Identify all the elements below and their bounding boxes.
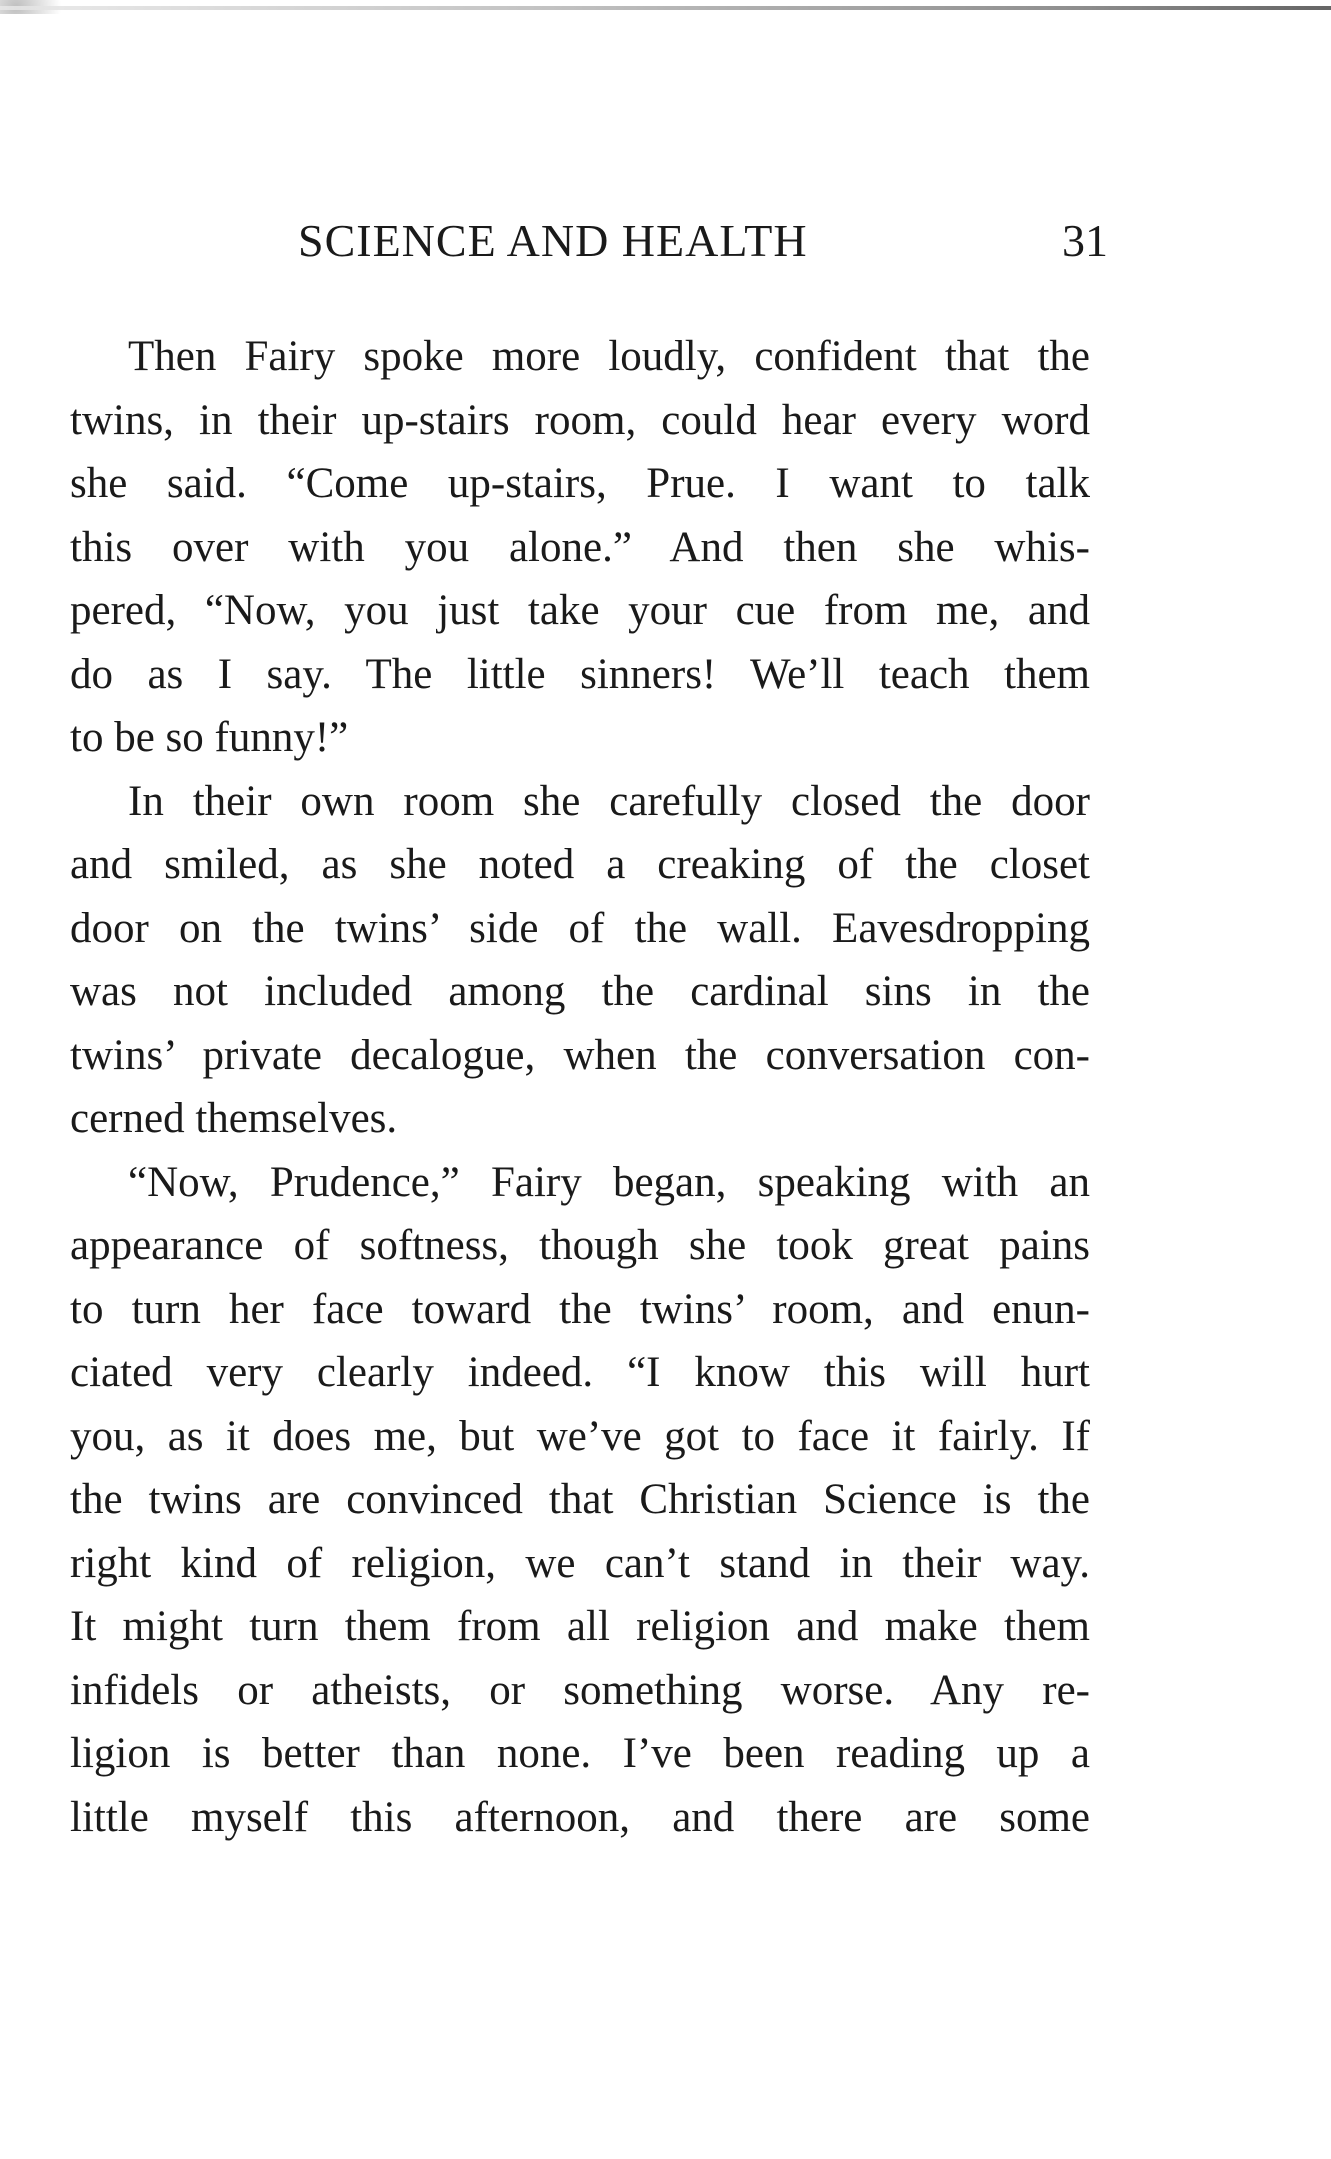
text-line: to be so funny!” bbox=[70, 714, 349, 761]
text-line: to turn her face toward the twins’ room, and enun- bbox=[70, 1285, 1090, 1333]
text-line: she said. “Come up-stairs, Prue. I want to talk bbox=[70, 460, 1090, 507]
page-top-edge-rule bbox=[0, 6, 1331, 10]
body-text bbox=[70, 325, 1090, 1849]
text-line: little myself this afternoon, and there are some bbox=[70, 1793, 1090, 1841]
text-line: you, as it does me, but we’ve got to face it fairly. If bbox=[70, 1412, 1090, 1460]
text-line: this over with you alone.” And then she whis- bbox=[70, 523, 1090, 571]
text-line: door on the twins’ side of the wall. Eavesdropping bbox=[70, 904, 1090, 952]
text-line: the twins are convinced that Christian Science is the bbox=[70, 1476, 1090, 1523]
text-line: do as I say. The little sinners! We’ll teach them bbox=[70, 650, 1090, 698]
text-line: twins’ private decalogue, when the conversation con- bbox=[70, 1031, 1090, 1079]
text-line: appearance of softness, though she took great pains bbox=[70, 1222, 1090, 1269]
text-line: infidels or atheists, or something worse. Any re- bbox=[70, 1666, 1090, 1714]
text-line: ligion is better than none. I’ve been reading up a bbox=[70, 1730, 1090, 1777]
text-line: It might turn them from all religion and make them bbox=[70, 1603, 1090, 1650]
text-line: twins, in their up-stairs room, could hear every word bbox=[70, 396, 1090, 444]
text-line: pered, “Now, you just take your cue from me, and bbox=[70, 587, 1090, 634]
text-line: cerned themselves. bbox=[70, 1095, 398, 1142]
running-header bbox=[298, 214, 1108, 274]
page-number: 31 bbox=[1062, 215, 1108, 266]
text-line: Then Fairy spoke more loudly, confident that the bbox=[128, 333, 1090, 380]
text-line: and smiled, as she noted a creaking of the closet bbox=[70, 841, 1090, 888]
text-line: was not included among the cardinal sins in the bbox=[70, 968, 1090, 1015]
running-title: SCIENCE AND HEALTH bbox=[298, 215, 808, 266]
text-line: In their own room she carefully closed the door bbox=[128, 777, 1090, 825]
text-line: right kind of religion, we can’t stand in their way. bbox=[70, 1539, 1090, 1587]
text-line: “Now, Prudence,” Fairy began, speaking with an bbox=[128, 1158, 1090, 1206]
text-line: ciated very clearly indeed. “I know this will hurt bbox=[70, 1349, 1090, 1396]
